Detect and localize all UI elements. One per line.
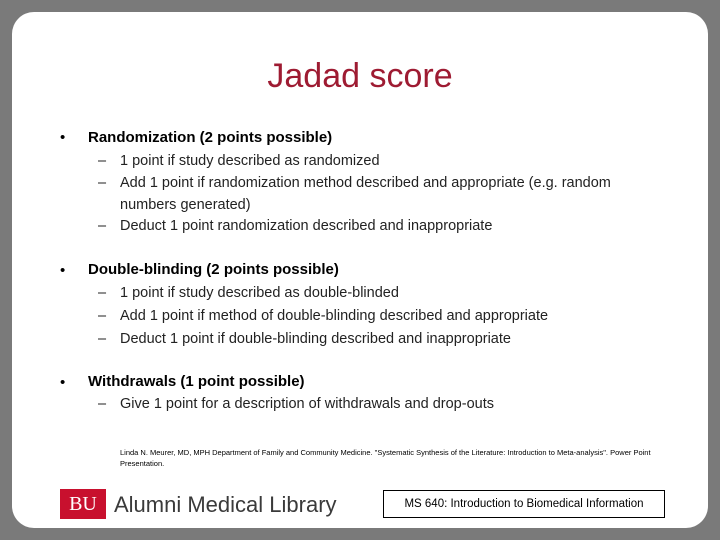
slide-title: Jadad score	[267, 57, 453, 95]
list-item-text: Add 1 point if randomization method described and appropriate (e.g. random numbers generated)	[120, 175, 611, 213]
list-item-text: 1 point if study described as double-blinded	[120, 285, 399, 301]
section-heading-withdrawals: Withdrawals (1 point possible)	[88, 373, 305, 390]
list-item	[98, 306, 618, 328]
course-label: MS 640: Introduction to Biomedical Information	[383, 490, 665, 518]
dash-icon: –	[98, 153, 107, 169]
bullet-icon: •	[60, 374, 66, 391]
dash-icon: –	[98, 285, 107, 301]
list-item	[98, 394, 618, 416]
bullet-icon: •	[60, 262, 66, 279]
section-heading-randomization: Randomization (2 points possible)	[88, 129, 333, 146]
list-item-text: Add 1 point if method of double-blinding described and appropriate	[120, 308, 549, 324]
list-item-text: Deduct 1 point if double-blinding described and inappropriate	[120, 331, 511, 347]
dash-icon: –	[98, 331, 107, 347]
list-item	[98, 173, 618, 216]
list-item-text: Deduct 1 point randomization described and inappropriate	[120, 218, 493, 234]
bu-logo: BU	[60, 489, 106, 519]
section-heading-double-blinding: Double-blinding (2 points possible)	[88, 261, 339, 278]
dash-icon: –	[98, 396, 107, 412]
dash-icon: –	[98, 218, 107, 234]
bullet-icon: •	[60, 129, 66, 146]
list-item-text: Give 1 point for a description of withdrawals and drop-outs	[120, 396, 494, 412]
dash-icon: –	[98, 308, 107, 324]
dash-icon: –	[98, 175, 107, 191]
list-item	[98, 216, 618, 238]
list-item	[98, 151, 618, 173]
list-item	[98, 283, 618, 305]
library-name: Alumni Medical Library	[114, 492, 337, 517]
citation: Linda N. Meurer, MD, MPH Department of Family and Community Medicine. "Systematic Synthesis of the Literature: Introduction to Meta-analysis". Power Point Presentation.	[120, 448, 651, 468]
list-item-text: 1 point if study described as randomized	[120, 153, 380, 169]
list-item	[98, 329, 618, 351]
